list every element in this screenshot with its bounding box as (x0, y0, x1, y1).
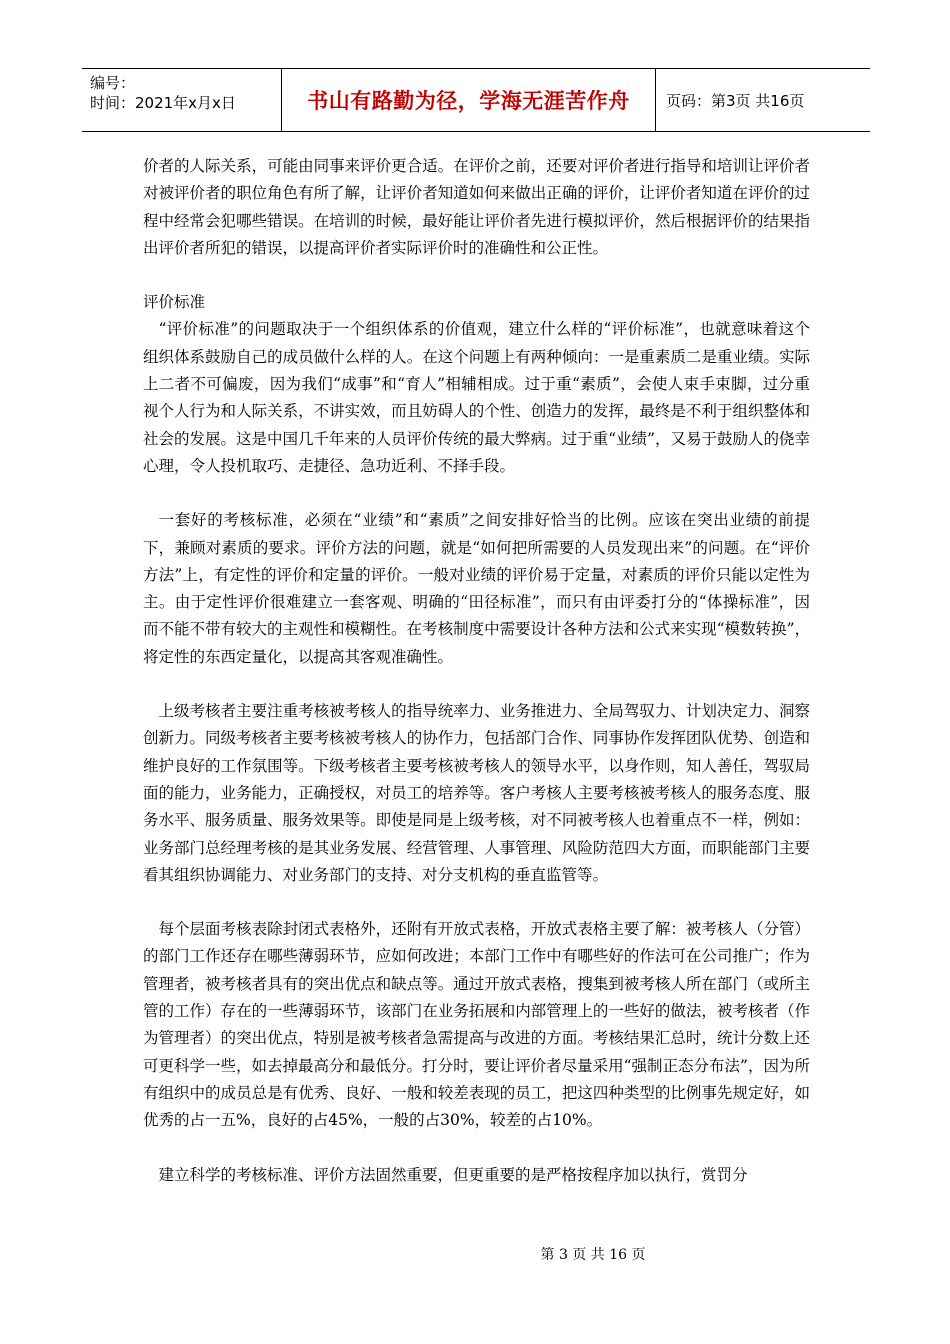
document-number-label: 编号： (90, 74, 136, 92)
page-header (82, 68, 870, 132)
paragraph: 价者的人际关系，可能由同事来评价更合适。在评价之前，还要对评价者进行指导和培训让评价者对被评价者的职位角色有所了解，让评价者知道如何来做出正确的评价，让评价者知道在评价的过程中经常会犯哪些错误。在培训的时候，最好能让评价者先进行模拟评价，然后根据评价的结果指出评价者所犯的错误，以提高评价者实际评价时的准确性和公正性。 (143, 157, 810, 257)
paragraph: 上级考核者主要注重考核被考核人的指导统率力、业务推进力、全局驾驭力、计划决定力、洞察创新力。同级考核者主要考核被考核人的协作力，包括部门合作、同事协作发挥团队优势、创造和维护良好的工作氛围等。下级考核者主要考核被考核人的领导水平，以身作则，知人善任，驾驭局面的能力，业务能力，正确授权，对员工的培养等。客户考核人主要考核被考核人的服务态度、服务水平、服务质量、服务效果等。即使是同是上级考核，对不同被考核人也着重点不一样，例如：业务部门总经理考核的是其业务发展、经营管理、人事管理、风险防范四大方面，而职能部门主要看其组织协调能力、对业务部门的支持、对分支机构的垂直监管等。 (143, 702, 810, 884)
section-heading: 评价标准 (143, 293, 206, 312)
document-date: 时间：2021年x月x日 (90, 94, 236, 112)
document-body (143, 153, 810, 1189)
paragraph: “评价标准”的问题取决于一个组织体系的价值观，建立什么样的“评价标准”，也就意味着这个组织体系鼓励自己的成员做什么样的人。在这个问题上有两种倾向：一是重素质二是重业绩。实际上二者不可偏废，因为我们“成事”和“育人”相辅相成。过于重“素质”，会使人束手束脚，过分重视个人行为和人际关系，不讲实效，而且妨碍人的个性、创造力的发挥，最终是不利于组织整体和社会的发展。这是中国几千年来的人员评价传统的最大弊病。过于重“业绩”，又易于鼓励人的侥幸心理，令人投机取巧、走捷径、急功近利、不择手段。 (143, 320, 810, 475)
header-meta (82, 69, 282, 131)
header-page-info: 页码：第3页 共16页 (666, 91, 805, 110)
page-footer: 第 3 页 共 16 页 (540, 1247, 646, 1263)
paragraph: 每个层面考核表除封闭式表格外，还附有开放式表格，开放式表格主要了解：被考核人（分管）的部门工作还存在哪些薄弱环节，应如何改进；本部门工作中有哪些好的作法可在公司推广；作为管理者，被考核者具有的突出优点和缺点等。通过开放式表格，搜集到被考核人所在部门（或所主管的工作）存在的一些薄弱环节，该部门在业务拓展和内部管理上的一些好的做法，被考核者（作为管理者）的突出优点，特别是被考核者急需提高与改进的方面。考核结果汇总时，统计分数上还可更科学一些，如去掉最高分和最低分。打分时，要让评价者尽量采用“强制正态分布法”，因为所有组织中的成员总是有优秀、良好、一般和较差表现的员工，把这四种类型的比例事先规定好，如优秀的占一五%，良好的占45%，一般的占30%，较差的占10%。 (143, 920, 810, 1130)
paragraph: 建立科学的考核标准、评价方法固然重要，但更重要的是严格按程序加以执行，赏罚分 (158, 1165, 748, 1184)
header-motto: 书山有路勤为径，学海无涯苦作舟 (282, 69, 656, 131)
paragraph: 一套好的考核标准，必须在“业绩”和“素质”之间安排好恰当的比例。应该在突出业绩的前提下，兼顾对素质的要求。评价方法的问题，就是“如何把所需要的人员发现出来”的问题。在“评价方法”上，有定性的评价和定量的评价。一般对业绩的评价易于定量，对素质的评价只能以定性为主。由于定性评价很难建立一套客观、明确的“田径标准”，而只有由评委打分的“体操标准”，因而不能不带有较大的主观性和模糊性。在考核制度中需要设计各种方法和公式来实现“模数转换”，将定性的东西定量化，以提高其客观准确性。 (143, 511, 810, 666)
